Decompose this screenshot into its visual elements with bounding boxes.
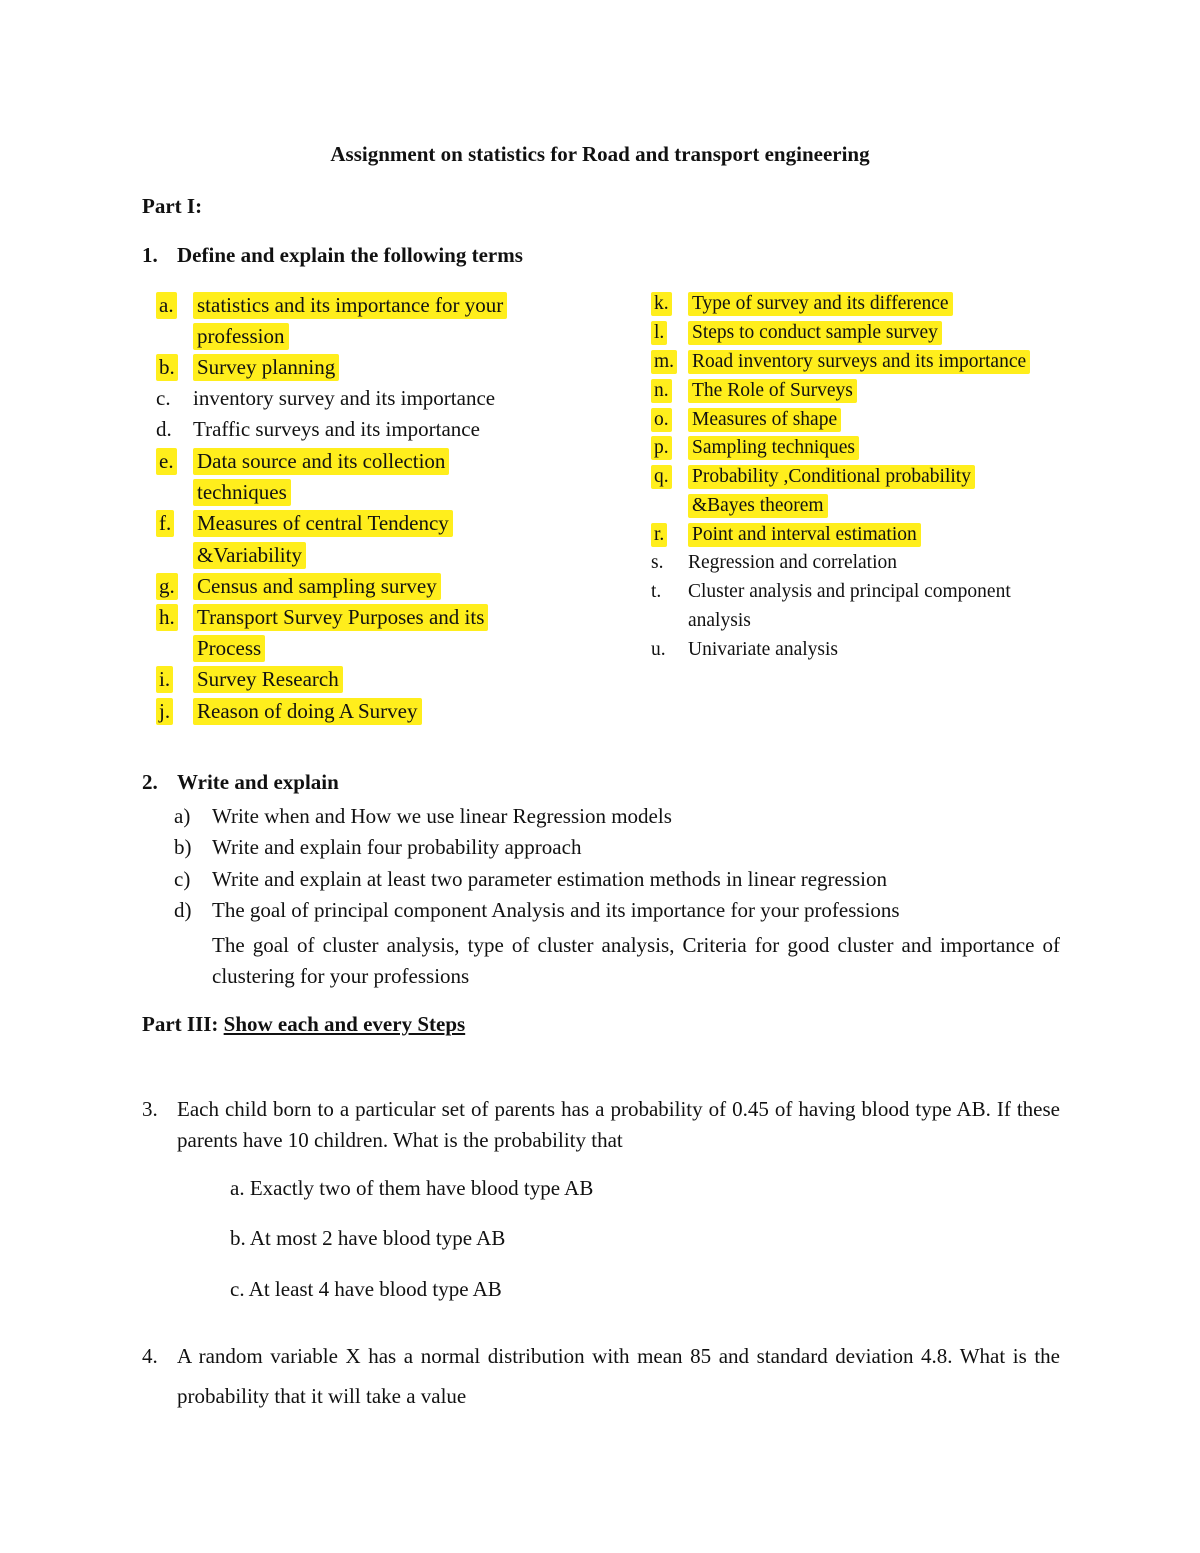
term-item-letter: u. [651, 638, 666, 660]
question-2-number: 2. [142, 770, 158, 794]
term-item-letter: g. [156, 573, 178, 600]
term-item-letter: p. [651, 436, 672, 460]
term-item-text: Univariate analysis [688, 638, 838, 660]
list-item [174, 867, 1060, 898]
part-3-label: Part III: [142, 1012, 219, 1036]
term-item-text: Data source and its collection [193, 448, 449, 475]
term-item-text: profession [193, 323, 289, 350]
term-item-letter: a. [156, 292, 177, 319]
term-item-text: Measures of central Tendency [193, 510, 453, 537]
term-item-letter: h. [156, 604, 178, 631]
question-2-text: Write and explain [177, 770, 339, 794]
term-item-letter: q. [651, 465, 672, 489]
term-item-text: Type of survey and its difference [688, 292, 953, 316]
term-item-letter: c. [156, 385, 171, 410]
term-item-text: analysis [688, 609, 751, 631]
term-item-letter: f. [156, 510, 174, 537]
term-item-text: Census and sampling survey [193, 573, 441, 600]
question-3-sub-b: b. At most 2 have blood type AB [230, 1226, 506, 1250]
term-item-letter: j. [156, 698, 173, 725]
term-item-text: The Role of Surveys [688, 379, 857, 403]
term-item-letter: s. [651, 552, 664, 574]
list-item-text: Write and explain at least two parameter estimation methods in linear regression [212, 866, 888, 891]
question-2-paragraph: The goal of cluster analysis, type of cluster analysis, Criteria for good cluster and importance of clustering for your professions [212, 933, 1060, 988]
term-item-letter: t. [651, 580, 662, 602]
list-item [174, 898, 1060, 929]
list-item [174, 804, 1060, 835]
term-item-letter: m. [651, 350, 677, 374]
term-item-text: Point and interval estimation [688, 523, 921, 547]
part-3-heading [142, 1012, 465, 1037]
question-2-list [174, 804, 1060, 929]
term-item-text: Cluster analysis and principal component [688, 580, 1011, 602]
term-item-text: Survey planning [193, 354, 339, 381]
part-1-heading: Part I: [142, 194, 203, 218]
list-item-text: Write when and How we use linear Regression models [212, 804, 672, 828]
question-1-number: 1. [142, 243, 158, 267]
term-item-text: Process [193, 635, 265, 662]
term-item-text: Probability ,Conditional probability [688, 465, 975, 489]
term-item-text: Sampling techniques [688, 436, 859, 460]
term-item-letter: n. [651, 379, 672, 403]
term-item-text: Traffic surveys and its importance [193, 416, 480, 441]
term-item-text: &Variability [193, 542, 306, 569]
question-3-sub-c: c. At least 4 have blood type AB [230, 1277, 502, 1301]
question-3-text: Each child born to a particular set of parents has a probability of 0.45 of having blood type AB. If these parents have 10 children. What is the probability that [177, 1097, 1060, 1152]
term-item-text: statistics and its importance for your [193, 292, 507, 319]
list-item [174, 835, 1060, 866]
list-item-letter: a) [174, 804, 191, 828]
term-item-letter: l. [651, 321, 667, 345]
question-2-heading [142, 770, 339, 795]
term-item-text: inventory survey and its importance [193, 385, 496, 410]
term-item-letter: o. [651, 408, 672, 432]
question-1-text: Define and explain the following terms [177, 243, 523, 267]
term-item-text: Reason of doing A Survey [193, 698, 422, 725]
term-item-text: Transport Survey Purposes and its [193, 604, 488, 631]
term-item-text: Survey Research [193, 666, 343, 693]
term-item-text: Regression and correlation [688, 552, 898, 574]
question-4-number: 4. [142, 1344, 158, 1368]
question-1-heading [142, 243, 523, 268]
term-item-text: &Bayes theorem [688, 494, 828, 518]
question-4-text: A random variable X has a normal distribution with mean 85 and standard deviation 4.8. What is the probability that it will take a value [177, 1344, 1060, 1408]
term-item-letter: i. [156, 666, 173, 693]
term-item-letter: b. [156, 354, 178, 381]
list-item-letter: d) [174, 897, 192, 922]
term-item-text: techniques [193, 479, 291, 506]
list-item-letter: c) [174, 866, 191, 891]
list-item-text: The goal of principal component Analysis and its importance for your professions [212, 897, 900, 922]
question-3-sub-a: a. Exactly two of them have blood type AB [230, 1176, 594, 1200]
term-item-letter: r. [651, 523, 667, 547]
term-item-letter: e. [156, 448, 177, 475]
term-item-text: Measures of shape [688, 408, 841, 432]
question-3-number: 3. [142, 1097, 158, 1121]
term-item-letter: k. [651, 292, 672, 316]
document-title: Assignment on statistics for Road and transport engineering [330, 142, 870, 166]
term-item-text: Steps to conduct sample survey [688, 321, 942, 345]
list-item-text: Write and explain four probability approach [212, 835, 582, 860]
list-item-letter: b) [174, 835, 192, 860]
term-item-letter: d. [156, 416, 172, 441]
term-item-text: Road inventory surveys and its importance [688, 350, 1030, 374]
part-3-instruction: Show each and every Steps [223, 1012, 466, 1036]
